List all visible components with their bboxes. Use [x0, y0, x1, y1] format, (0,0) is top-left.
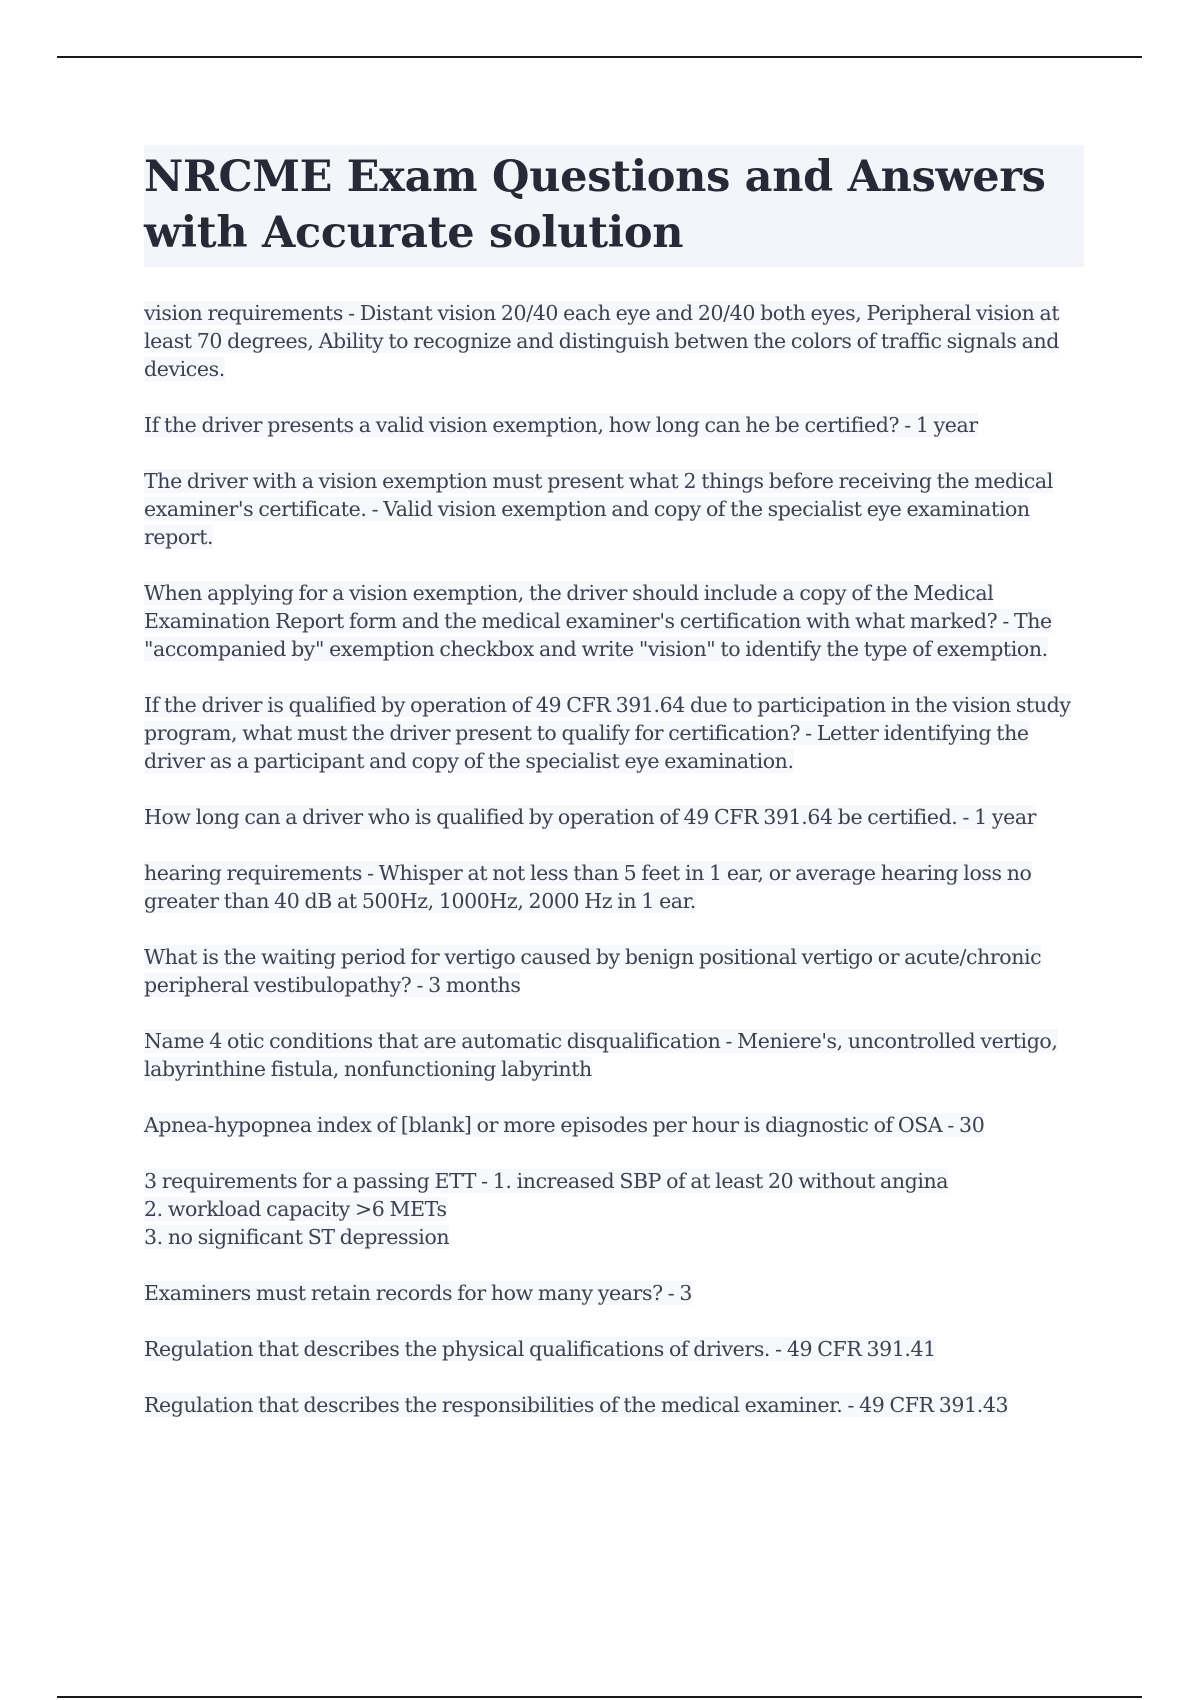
qa-item [144, 579, 1084, 663]
qa-text: The driver with a vision exemption must present what 2 things before receiving the medical examiner's certificate. - Valid vision exemption and copy of the specialist eye examination report. [144, 469, 1053, 549]
qa-text: 2. workload capacity >6 METs [144, 1197, 447, 1221]
qa-text: 3 requirements for a passing ETT - 1. increased SBP of at least 20 without angina [144, 1169, 949, 1193]
qa-text: vision requirements - Distant vision 20/40 each eye and 20/40 both eyes, Peripheral vision at least 70 degrees, Ability to recognize and distinguish betwen the colors of traffic signals and devices. [144, 301, 1060, 381]
qa-item [144, 467, 1084, 551]
qa-item [144, 1391, 1084, 1419]
document-body [144, 145, 1084, 1447]
qa-text: Regulation that describes the responsibilities of the medical examiner. - 49 CFR 391.43 [144, 1393, 1009, 1417]
qa-item [144, 299, 1084, 383]
header-rule [57, 56, 1142, 58]
qa-item [144, 1027, 1084, 1083]
qa-item [144, 803, 1084, 831]
qa-text: Examiners must retain records for how many years? - 3 [144, 1281, 693, 1305]
qa-text: 3. no significant ST depression [144, 1225, 450, 1249]
qa-text: Name 4 otic conditions that are automatic disqualification - Meniere's, uncontrolled vertigo, labyrinthine fistula, nonfunctioning labyrinth [144, 1029, 1058, 1081]
qa-item [144, 943, 1084, 999]
qa-item [144, 411, 1084, 439]
qa-text: When applying for a vision exemption, the driver should include a copy of the Medical Examination Report form and the medical examiner's certification with what marked? - The "accompanied by" exemption checkbox and write "vision" to identify the type of exemption. [144, 581, 1052, 661]
qa-item [144, 691, 1084, 775]
qa-text: If the driver presents a valid vision exemption, how long can he be certified? - 1 year [144, 413, 978, 437]
qa-text: hearing requirements - Whisper at not less than 5 feet in 1 ear, or average hearing loss no greater than 40 dB at 500Hz, 1000Hz, 2000 Hz in 1 ear. [144, 861, 1032, 913]
qa-item [144, 859, 1084, 915]
footer-rule [57, 1696, 1142, 1698]
qa-item [144, 1111, 1084, 1139]
qa-item [144, 1279, 1084, 1307]
qa-text: Regulation that describes the physical qualifications of drivers. - 49 CFR 391.41 [144, 1337, 936, 1361]
qa-text: If the driver is qualified by operation of 49 CFR 391.64 due to participation in the vision study program, what must the driver present to qualify for certification? - Letter identifying the driver as a participant and copy of the specialist eye examination. [144, 693, 1071, 773]
qa-line [144, 1167, 1084, 1195]
qa-item [144, 1335, 1084, 1363]
qa-line [144, 1223, 1084, 1251]
qa-list [144, 299, 1084, 1419]
qa-text: What is the waiting period for vertigo caused by benign positional vertigo or acute/chronic peripheral vestibulopathy? - 3 months [144, 945, 1042, 997]
document-title: NRCME Exam Questions and Answers with Accurate solution [144, 145, 1084, 267]
qa-text: How long can a driver who is qualified by operation of 49 CFR 391.64 be certified. - 1 year [144, 805, 1037, 829]
qa-text: Apnea-hypopnea index of [blank] or more episodes per hour is diagnostic of OSA - 30 [144, 1113, 985, 1137]
qa-line [144, 1195, 1084, 1223]
qa-item-ett [144, 1167, 1084, 1251]
